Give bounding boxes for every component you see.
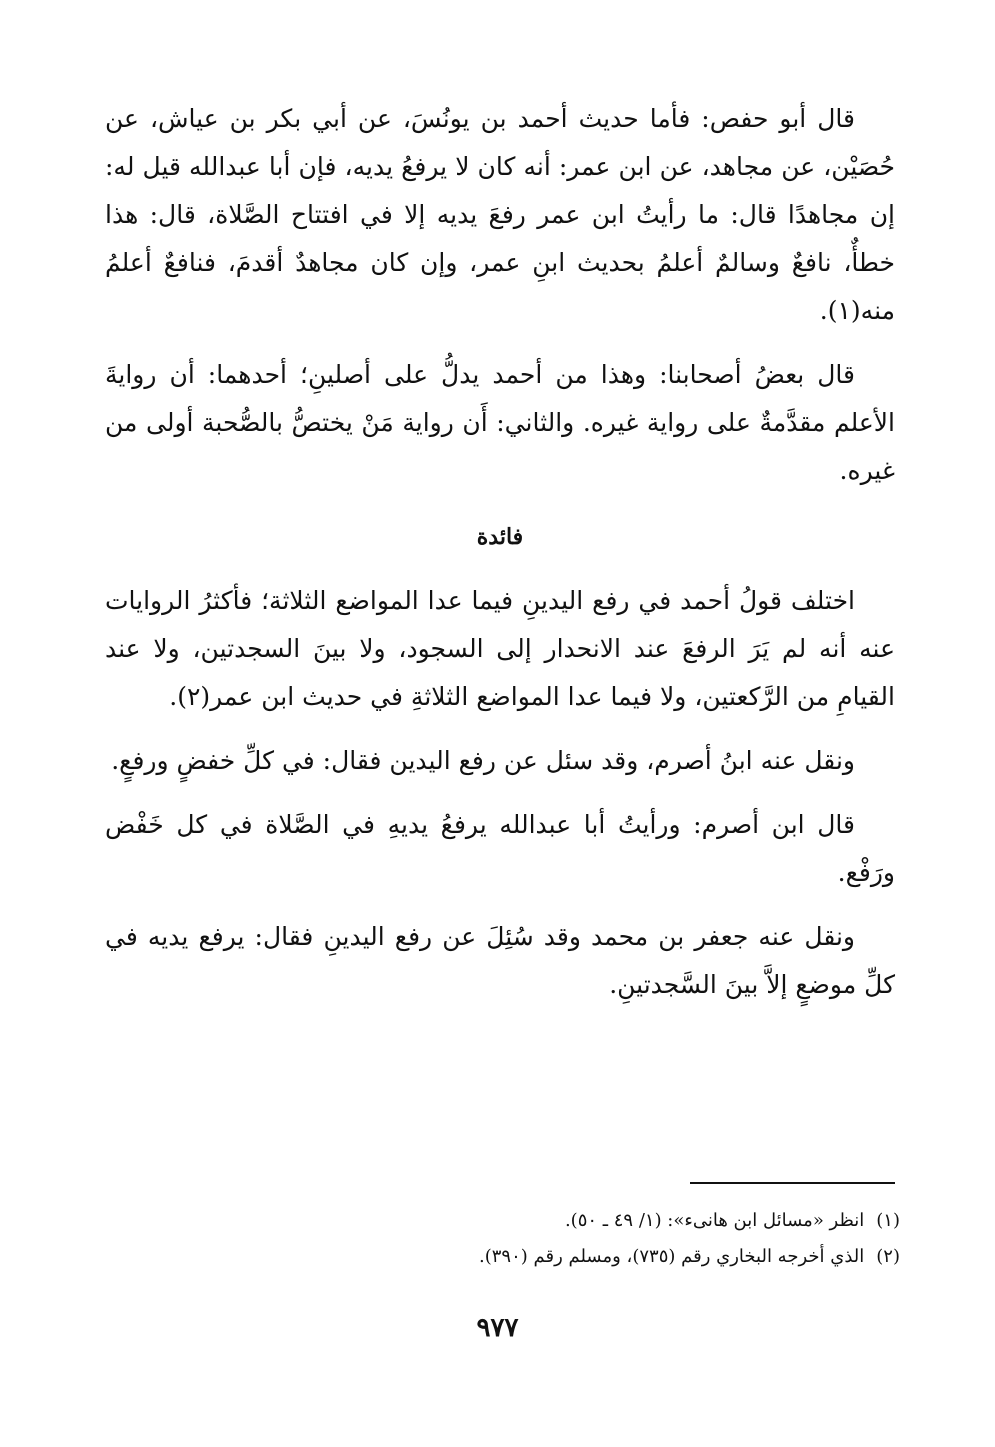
paragraph-two-principles: قال بعضُ أصحابنا: وهذا من أحمد يدلُّ على أصلينِ؛ أحدهما: أن روايةَ الأعلم مقدَّمةٌ على رواية غيره. والثاني: أَن رواية مَنْ يختصُّ بالصُّحبة أولى من غيره. [105, 360, 895, 485]
footnote-number: (١) [876, 1210, 900, 1231]
footnote-2 [105, 1239, 900, 1275]
main-text [105, 95, 895, 1025]
paragraph-jafar-narration: ونقل عنه جعفر بن محمد وقد سُئِلَ عن رفع اليدينِ فقال: يرفع يديه في كلِّ موضعٍ إلاَّ بينَ السَّجدتينِ. [105, 922, 895, 999]
paragraph-abu-hafs: قال أبو حفص: فأما حديث أحمد بن يونُسَ، عن أبي بكر بن عياش، عن حُصَيْن، عن مجاهد، عن ابن عمر: أنه كان لا يرفعُ يديه، فإن أبا عبدالله قيل له: إن مجاهدًا قال: ما رأيتُ ابن عمر رفعَ يديه إلا في افتتاح الصَّلاة، قال: هذا خطأٌ، نافعٌ وسالمٌ أعلمُ بحديث ابنِ عمر، وإن كان مجاهدٌ أقدمَ، فنافعٌ أعلمُ منه(١). [105, 104, 895, 325]
footnote-text: انظر «مسائل ابن هانىء»: (١/ ٤٩ ـ ٥٠). [564, 1210, 865, 1231]
footnote-separator [690, 1182, 895, 1184]
footnotes [105, 1203, 900, 1275]
page-number: ٩٧٧ [476, 1313, 519, 1343]
footnote-text: الذي أخرجه البخاري رقم (٧٣٥)، ومسلم رقم (٣٩٠). [478, 1246, 865, 1267]
paragraph-ibn-asram-saw: قال ابن أصرم: ورأيتُ أبا عبدالله يرفعُ يديهِ في الصَّلاة في كل خَفْض ورَفْع. [105, 810, 895, 887]
paragraph-ahmad-disagreement: اختلف قولُ أحمد في رفع اليدينِ فيما عدا المواضع الثلاثة؛ فأكثرُ الروايات عنه أنه لم يَرَ الرفعَ عند الانحدار إلى السجود، ولا بينَ السجدتين، ولا عند القيامِ من الرَّكعتين، ولا فيما عدا المواضع الثلاثةِ في حديث ابن عمر(٢). [105, 586, 895, 711]
section-title: فائدة [476, 524, 524, 550]
footnote-number: (٢) [876, 1246, 900, 1267]
footnote-1 [105, 1203, 900, 1239]
paragraph-ibn-asram-narration: ونقل عنه ابنُ أصرم، وقد سئل عن رفع اليدين فقال: في كلِّ خفضٍ ورفعٍ. [111, 746, 855, 775]
